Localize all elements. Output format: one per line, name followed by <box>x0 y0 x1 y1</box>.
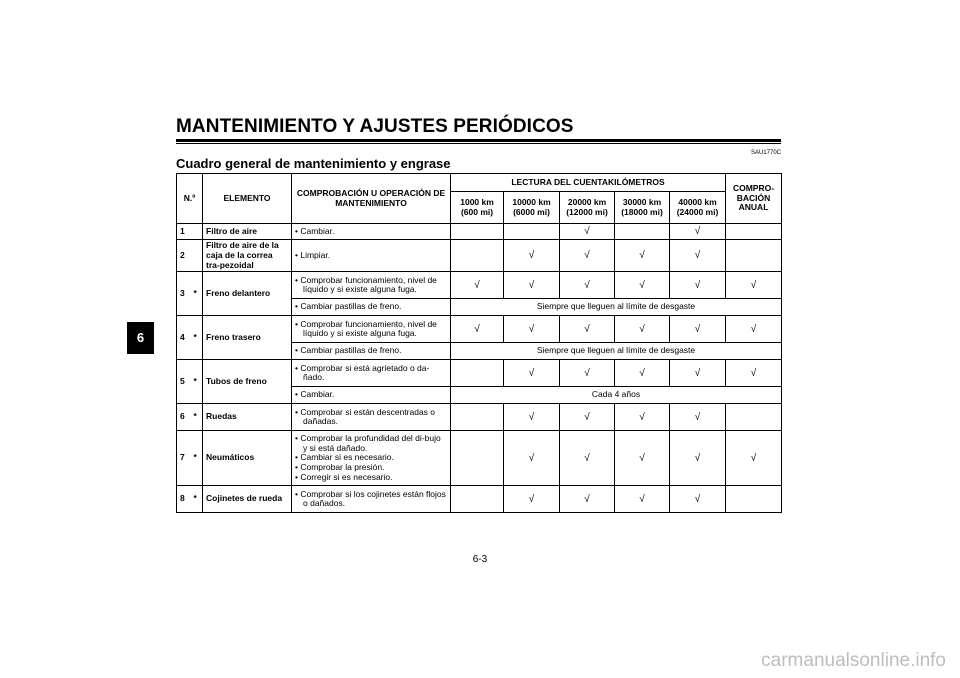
interval-check-cell: √ <box>560 224 615 240</box>
interval-check-cell: √ <box>504 316 560 343</box>
table-row <box>177 272 782 299</box>
row-star: * <box>194 272 203 316</box>
operations-list <box>295 490 447 510</box>
operations-list <box>295 227 447 237</box>
row-element: Freno trasero <box>203 316 292 360</box>
row-number: 8 <box>177 486 194 513</box>
row-star: * <box>194 316 203 360</box>
title-rule <box>176 139 781 142</box>
row-element: Ruedas <box>203 404 292 431</box>
interval-note: Siempre que lleguen al límite de desgaste <box>451 299 782 316</box>
header-interval: 10000 km (6000 mi) <box>504 192 560 224</box>
header-interval: 20000 km (12000 mi) <box>560 192 615 224</box>
row-star <box>194 224 203 240</box>
interval-check-cell <box>451 224 504 240</box>
interval-check-cell: √ <box>670 240 726 272</box>
row-star: * <box>194 360 203 404</box>
row-element: Filtro de aire de la caja de la correa tra-pezoidal <box>203 240 292 272</box>
interval-check-cell: √ <box>560 316 615 343</box>
table-body <box>177 224 782 513</box>
annual-check-cell: √ <box>726 272 782 299</box>
header-odometer: LECTURA DEL CUENTAKILÓMETROS <box>451 174 726 192</box>
row-star: * <box>194 431 203 486</box>
chapter-tab: 6 <box>127 322 154 354</box>
table-row <box>177 240 782 272</box>
table-row <box>177 486 782 513</box>
interval-check-cell: √ <box>670 486 726 513</box>
header-interval: 30000 km (18000 mi) <box>615 192 670 224</box>
operation-item: • Cambiar pastillas de freno. <box>295 302 447 312</box>
interval-check-cell: √ <box>504 240 560 272</box>
row-number: 6 <box>177 404 194 431</box>
annual-check-cell: √ <box>726 431 782 486</box>
table-row <box>177 360 782 387</box>
table-row <box>177 431 782 486</box>
interval-check-cell: √ <box>504 272 560 299</box>
row-star: * <box>194 486 203 513</box>
operation-item: • Corregir si es necesario. <box>295 473 447 483</box>
header-interval: 1000 km (600 mi) <box>451 192 504 224</box>
table-row <box>177 316 782 343</box>
interval-check-cell: √ <box>670 272 726 299</box>
interval-check-cell <box>451 486 504 513</box>
interval-check-cell: √ <box>615 272 670 299</box>
operation-item: • Comprobar si está agrietado o da-ñado. <box>295 364 447 384</box>
operations-list <box>295 346 447 356</box>
interval-check-cell: √ <box>670 404 726 431</box>
interval-check-cell: √ <box>670 431 726 486</box>
operation-item: • Cambiar. <box>295 227 447 237</box>
interval-check-cell <box>451 404 504 431</box>
operations-list <box>295 302 447 312</box>
annual-check-cell <box>726 404 782 431</box>
operation-item: • Cambiar pastillas de freno. <box>295 346 447 356</box>
interval-check-cell: √ <box>615 431 670 486</box>
interval-check-cell <box>451 360 504 387</box>
row-element: Tubos de freno <box>203 360 292 404</box>
row-operations <box>292 387 451 404</box>
interval-check-cell: √ <box>451 316 504 343</box>
row-operations <box>292 272 451 299</box>
operations-list <box>295 408 447 428</box>
row-star <box>194 240 203 272</box>
operations-list <box>295 320 447 340</box>
interval-check-cell: √ <box>615 404 670 431</box>
watermark: carmanualsonline.info <box>761 650 946 671</box>
operations-list <box>295 364 447 384</box>
interval-check-cell: √ <box>560 486 615 513</box>
operation-item: • Comprobar funcionamiento, nivel de líquido y si existe alguna fuga. <box>295 320 447 340</box>
interval-check-cell <box>504 224 560 240</box>
table-row <box>177 224 782 240</box>
interval-check-cell: √ <box>504 404 560 431</box>
operation-item: • Cambiar si es necesario. <box>295 453 447 463</box>
header-annual: COMPRO-BACIÓN ANUAL <box>726 174 782 224</box>
row-operations <box>292 404 451 431</box>
interval-check-cell: √ <box>615 240 670 272</box>
operation-item: • Cambiar. <box>295 390 447 400</box>
operation-item: • Comprobar si los cojinetes están flojos o dañados. <box>295 490 447 510</box>
section-subtitle: Cuadro general de mantenimiento y engrase <box>176 156 451 171</box>
operation-item: • Comprobar si están descentradas o dañadas. <box>295 408 447 428</box>
operation-item: • Comprobar funcionamiento, nivel de líquido y si existe alguna fuga. <box>295 276 447 296</box>
operation-item: • Comprobar la profundidad del di-bujo y si está dañado. <box>295 434 447 454</box>
row-element: Cojinetes de rueda <box>203 486 292 513</box>
interval-check-cell: √ <box>560 404 615 431</box>
row-star: * <box>194 404 203 431</box>
row-operations <box>292 360 451 387</box>
interval-check-cell: √ <box>615 316 670 343</box>
header-check: COMPROBACIÓN U OPERACIÓN DE MANTENIMIENTO <box>292 174 451 224</box>
row-element: Filtro de aire <box>203 224 292 240</box>
header-interval: 40000 km (24000 mi) <box>670 192 726 224</box>
annual-check-cell: √ <box>726 316 782 343</box>
interval-check-cell: √ <box>504 486 560 513</box>
row-number: 3 <box>177 272 194 316</box>
row-element: Neumáticos <box>203 431 292 486</box>
interval-check-cell: √ <box>560 360 615 387</box>
row-number: 4 <box>177 316 194 360</box>
row-operations <box>292 343 451 360</box>
interval-check-cell <box>451 240 504 272</box>
row-number: 7 <box>177 431 194 486</box>
interval-check-cell: √ <box>560 431 615 486</box>
interval-check-cell <box>615 224 670 240</box>
interval-check-cell: √ <box>560 272 615 299</box>
header-num: N.º <box>177 174 203 224</box>
annual-check-cell: √ <box>726 360 782 387</box>
operations-list <box>295 251 447 261</box>
interval-note: Siempre que lleguen al límite de desgaste <box>451 343 782 360</box>
operations-list <box>295 434 447 483</box>
operation-item: • Comprobar la presión. <box>295 463 447 473</box>
row-operations <box>292 316 451 343</box>
interval-check-cell <box>451 431 504 486</box>
header-element: ELEMENTO <box>203 174 292 224</box>
interval-check-cell: √ <box>615 360 670 387</box>
annual-check-cell <box>726 486 782 513</box>
row-operations <box>292 240 451 272</box>
title-rule-thin <box>176 143 781 144</box>
operation-item: • Limpiar. <box>295 251 447 261</box>
annual-check-cell <box>726 240 782 272</box>
interval-check-cell: √ <box>504 360 560 387</box>
page-number: 6-3 <box>472 554 488 565</box>
interval-check-cell: √ <box>451 272 504 299</box>
row-operations <box>292 299 451 316</box>
row-number: 5 <box>177 360 194 404</box>
section-code: SAU1770C <box>750 150 781 156</box>
operations-list <box>295 390 447 400</box>
interval-check-cell: √ <box>560 240 615 272</box>
operations-list <box>295 276 447 296</box>
row-number: 1 <box>177 224 194 240</box>
interval-check-cell: √ <box>504 431 560 486</box>
interval-check-cell: √ <box>615 486 670 513</box>
row-operations <box>292 224 451 240</box>
interval-check-cell: √ <box>670 316 726 343</box>
page-title: MANTENIMIENTO Y AJUSTES PERIÓDICOS <box>176 116 574 137</box>
annual-check-cell <box>726 224 782 240</box>
table-row <box>177 404 782 431</box>
row-operations <box>292 486 451 513</box>
interval-check-cell: √ <box>670 224 726 240</box>
maintenance-table <box>176 173 782 513</box>
row-element: Freno delantero <box>203 272 292 316</box>
row-operations <box>292 431 451 486</box>
interval-note: Cada 4 años <box>451 387 782 404</box>
row-number: 2 <box>177 240 194 272</box>
interval-check-cell: √ <box>670 360 726 387</box>
